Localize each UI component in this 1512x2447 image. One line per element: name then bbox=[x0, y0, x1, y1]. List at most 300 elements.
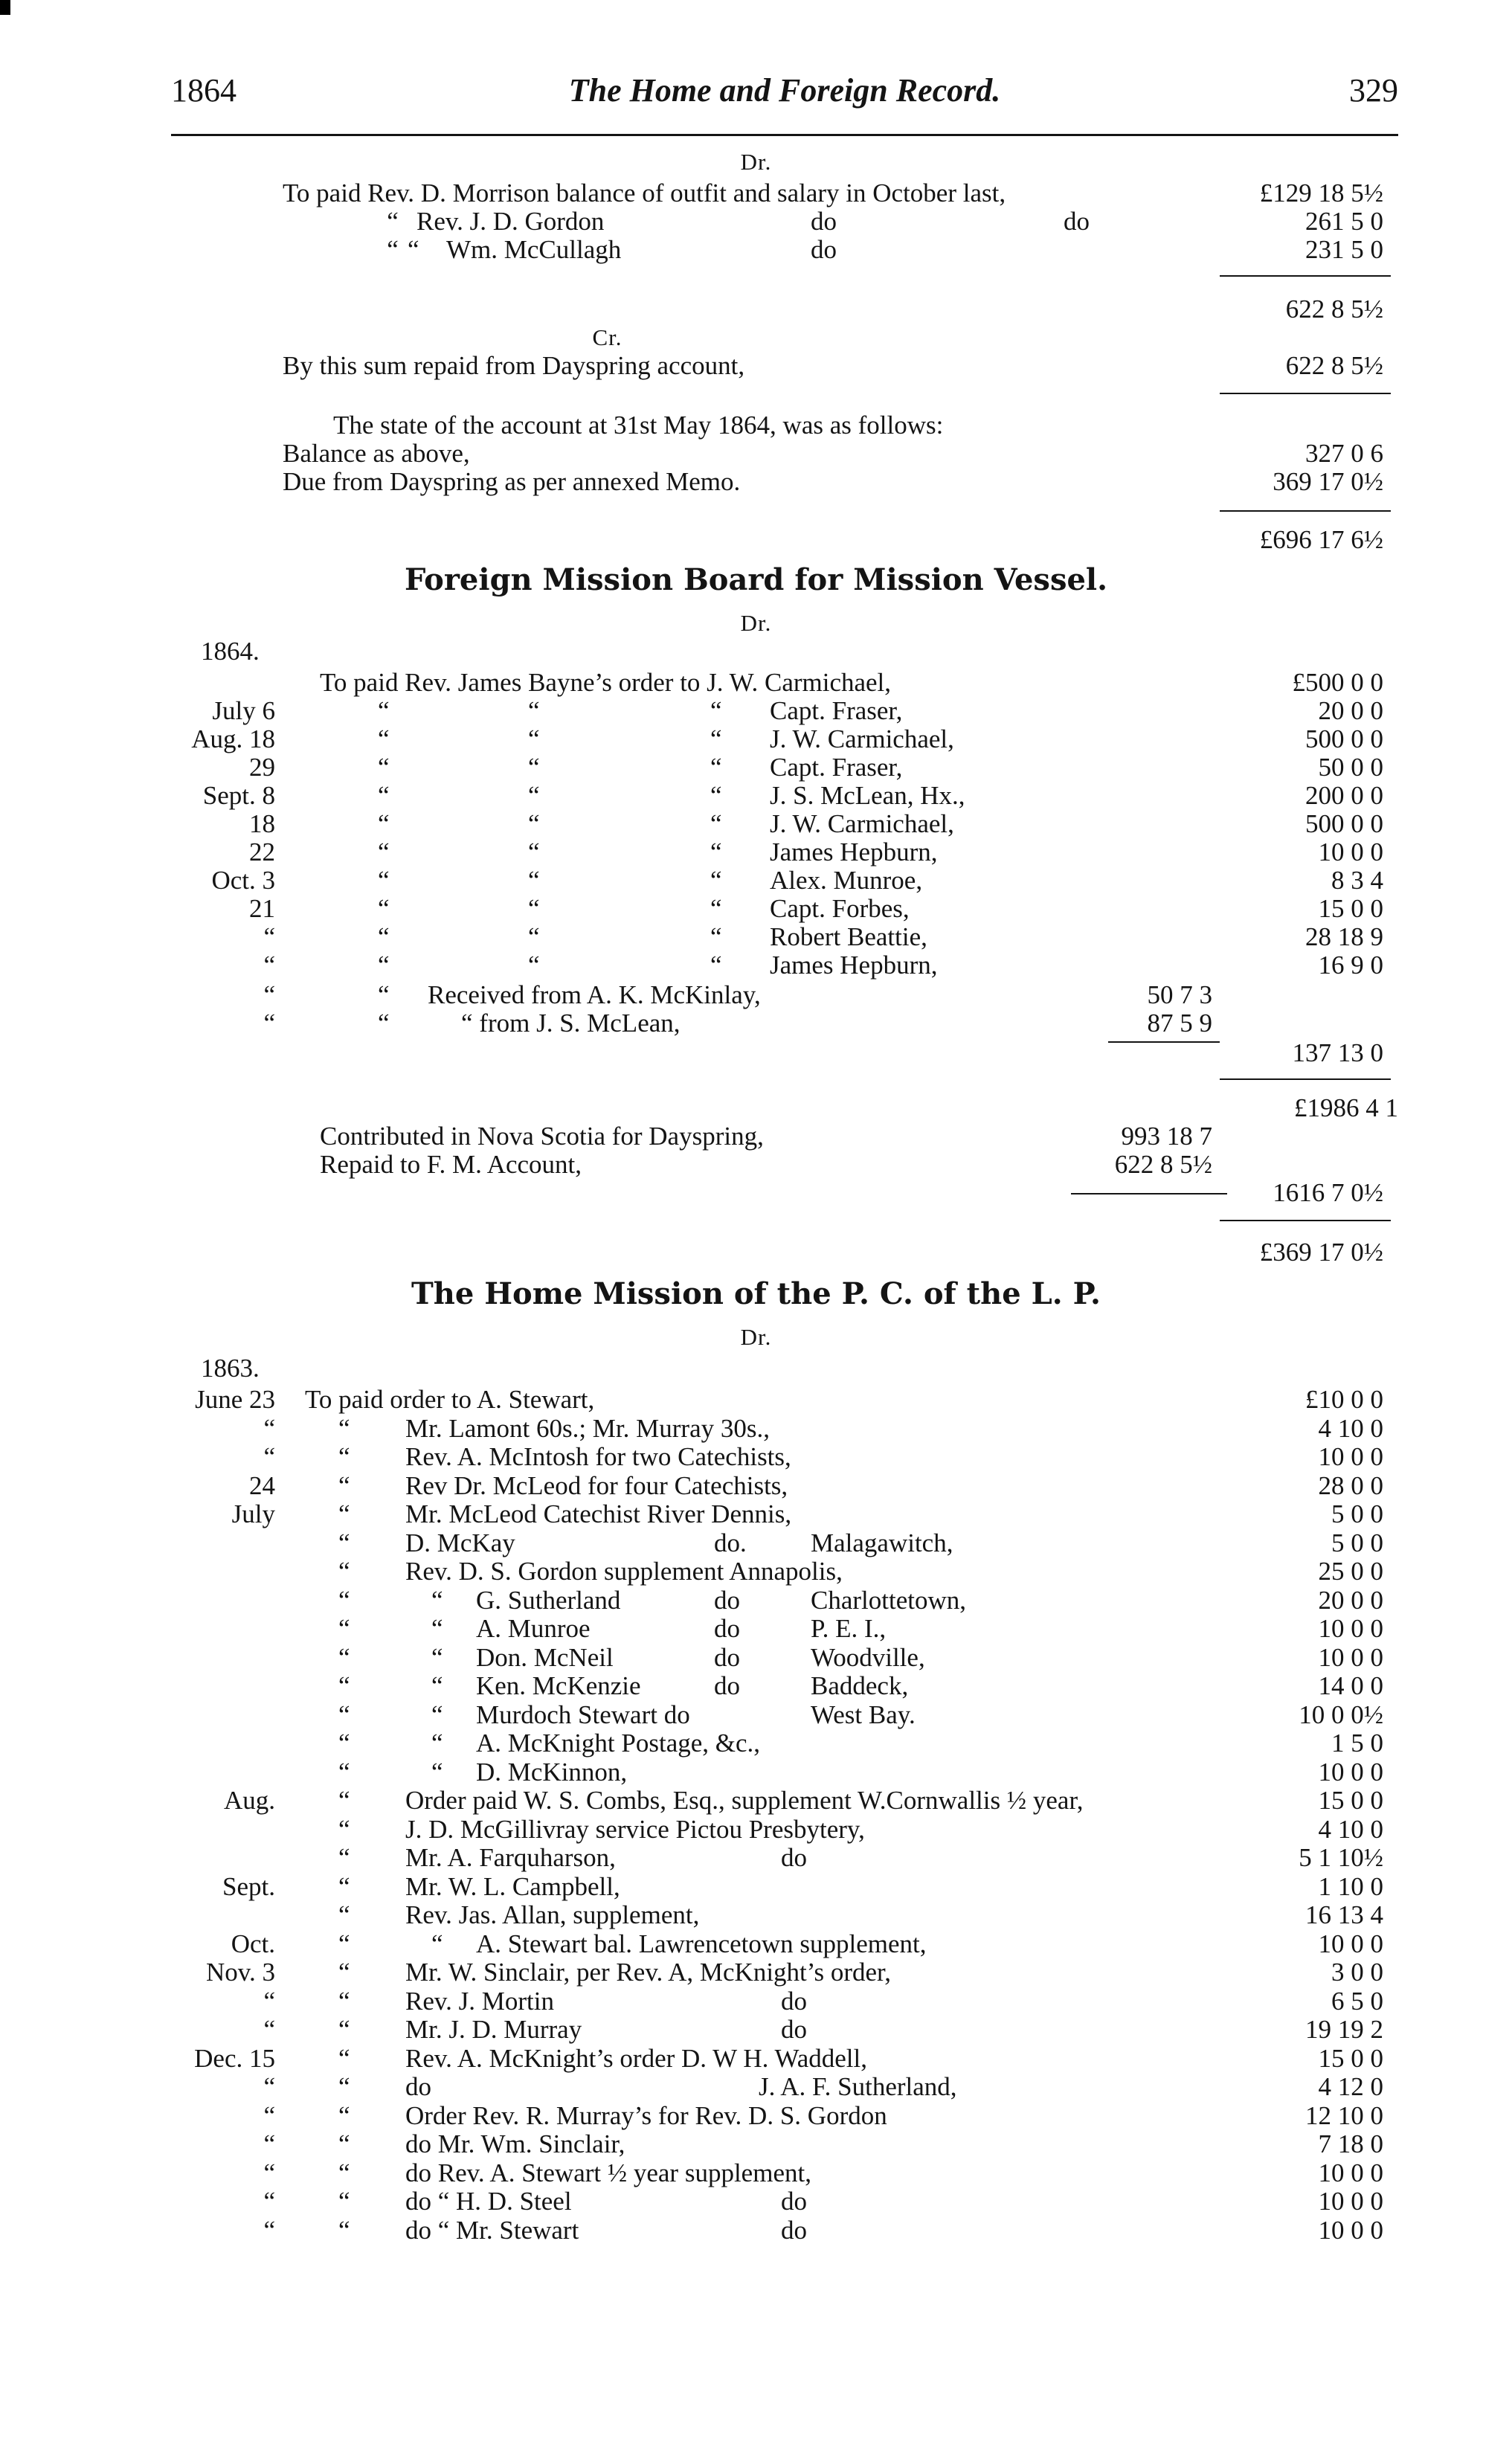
entry-date: “ bbox=[263, 1413, 275, 1443]
entry-amount: 231 5 0 bbox=[1305, 235, 1383, 264]
entry-place: Charlottetown, bbox=[811, 1585, 966, 1615]
entry-text: J. D. McGillivray service Pictou Presbytery, bbox=[405, 1814, 865, 1844]
entry-do: do bbox=[781, 1843, 807, 1872]
entry-amount: 5 0 0 bbox=[1331, 1499, 1383, 1528]
entry-amount: 28 0 0 bbox=[1318, 1470, 1383, 1500]
entry-subamount: 87 5 9 bbox=[1147, 1009, 1212, 1038]
ditto-mark: “ bbox=[528, 696, 540, 725]
ditto-mark: “ bbox=[338, 1557, 350, 1586]
year-label: 1863. bbox=[201, 1354, 260, 1383]
entry-text: Don. McNeil bbox=[476, 1642, 614, 1672]
entry-name: J. S. McLean, Hx., bbox=[770, 781, 965, 810]
ditto-mark: “ bbox=[338, 2187, 350, 2216]
ditto-mark: “ bbox=[710, 696, 722, 725]
header-title: The Home and Foreign Record. bbox=[568, 72, 1001, 109]
entry-name: J. W. Carmichael, bbox=[770, 809, 954, 838]
entry-text: G. Sutherland bbox=[476, 1585, 621, 1615]
section3-row bbox=[0, 1843, 1512, 1872]
section3-row bbox=[0, 2044, 1512, 2073]
section2-row bbox=[0, 866, 1512, 895]
header-rule bbox=[171, 134, 1398, 136]
ditto-mark: “ bbox=[338, 2158, 350, 2187]
section3-row bbox=[0, 1671, 1512, 1700]
entry-text: Mr. W. L. Campbell, bbox=[405, 1871, 620, 1901]
ditto-mark: “ bbox=[338, 2072, 350, 2101]
scan-corner-mark bbox=[0, 0, 10, 15]
entry-date: Oct. bbox=[231, 1929, 275, 1958]
ditto-mark: “ bbox=[710, 894, 722, 923]
entry-text: Mr. A. Farquharson, bbox=[405, 1843, 616, 1872]
entry-text: To paid Rev. D. Morrison balance of outfit and salary in October last, bbox=[283, 179, 1006, 208]
ditto-mark: “ bbox=[528, 753, 540, 782]
entry-name: Alex. Munroe, bbox=[770, 866, 923, 895]
section2-row bbox=[0, 724, 1512, 753]
entry-date: “ bbox=[263, 2072, 275, 2101]
ditto-mark: “ bbox=[710, 837, 722, 866]
entry-date: 22 bbox=[249, 837, 275, 866]
ditto-mark: “ bbox=[378, 781, 390, 810]
ditto-mark: “ bbox=[378, 866, 390, 895]
ditto-mark: “ bbox=[338, 1413, 350, 1443]
entry-do: do bbox=[781, 2187, 807, 2216]
entry-date: “ bbox=[263, 2015, 275, 2044]
entry-amount: 12 10 0 bbox=[1305, 2100, 1383, 2130]
section3-row bbox=[0, 1414, 1512, 1443]
contrib-row bbox=[0, 1150, 1512, 1179]
contrib-row bbox=[0, 1122, 1512, 1151]
entry-date: “ bbox=[263, 1442, 275, 1471]
header-year: 1864 bbox=[171, 72, 237, 109]
state-line bbox=[0, 439, 1512, 468]
entry-place: Woodville, bbox=[811, 1642, 925, 1672]
entry-date: Aug. 18 bbox=[191, 724, 275, 753]
entry-date: July 6 bbox=[212, 696, 275, 725]
entry-text: Rev Dr. McLeod for four Catechists, bbox=[405, 1470, 788, 1500]
entry-name: J. W. Carmichael, bbox=[770, 724, 954, 753]
section3-row bbox=[0, 1700, 1512, 1729]
total-amount: 622 8 5½ bbox=[1285, 295, 1383, 324]
total-amount: £1986 4 1 bbox=[1294, 1093, 1398, 1122]
entry-amount: 4 10 0 bbox=[1318, 1814, 1383, 1844]
sum-rule bbox=[1220, 393, 1391, 394]
section2-row bbox=[0, 809, 1512, 838]
entry-amount: 10 0 0½ bbox=[1299, 1700, 1383, 1729]
entry-text: Rev. Jas. Allan, supplement, bbox=[405, 1900, 700, 1929]
entry-amount: 15 0 0 bbox=[1318, 1786, 1383, 1815]
ditto-mark: “ bbox=[528, 724, 540, 753]
ditto-mark: “ bbox=[431, 1700, 443, 1729]
ditto-mark: “ bbox=[528, 922, 540, 951]
entry-amount: 10 0 0 bbox=[1318, 1929, 1383, 1958]
section3-row bbox=[0, 1499, 1512, 1528]
ditto-mark: “ bbox=[431, 1614, 443, 1643]
entry-date: Dec. 15 bbox=[194, 2043, 275, 2073]
entry-amount: 10 0 0 bbox=[1318, 1642, 1383, 1672]
ditto-mark: “ bbox=[378, 724, 390, 753]
section2-row bbox=[0, 951, 1512, 980]
entry-name: J. A. F. Sutherland, bbox=[759, 2072, 957, 2101]
section3-row bbox=[0, 1958, 1512, 1987]
entry-do: do bbox=[714, 1614, 740, 1643]
entry-amount: 261 5 0 bbox=[1305, 207, 1383, 236]
entry-date: Nov. 3 bbox=[205, 1958, 275, 1987]
entry-date: Aug. bbox=[223, 1786, 275, 1815]
entry-text: Wm. McCullagh bbox=[446, 235, 622, 264]
ditto-mark: “ bbox=[378, 980, 390, 1009]
ditto-mark: “ bbox=[338, 2100, 350, 2130]
ditto-mark: “ bbox=[710, 724, 722, 753]
entry-do: do bbox=[781, 2015, 807, 2044]
entry-date: Oct. 3 bbox=[211, 866, 275, 895]
entry-text: Rev. A. McIntosh for two Catechists, bbox=[405, 1442, 791, 1471]
header-page-number: 329 bbox=[1349, 72, 1398, 109]
entry-date: 24 bbox=[249, 1470, 275, 1500]
entry-do: do bbox=[714, 1585, 740, 1615]
section2-row bbox=[0, 668, 1512, 697]
entry-amount: 50 0 0 bbox=[1318, 753, 1383, 782]
section3-row bbox=[0, 1729, 1512, 1758]
entry-text: A. Munroe bbox=[476, 1614, 591, 1643]
entry-date: Sept. bbox=[222, 1871, 275, 1901]
entry-date: “ bbox=[263, 980, 275, 1009]
ditto-mark: “ bbox=[710, 781, 722, 810]
ditto-mark: “ bbox=[387, 207, 399, 236]
ditto-mark: “ bbox=[528, 894, 540, 923]
entry-amount: 6 5 0 bbox=[1331, 1986, 1383, 2016]
entry-amount: 369 17 0½ bbox=[1273, 467, 1383, 496]
ditto-mark: “ bbox=[710, 922, 722, 951]
entry-amount: 8 3 4 bbox=[1331, 866, 1383, 895]
entry-text: Balance as above, bbox=[283, 439, 470, 468]
entry-text: Mr. McLeod Catechist River Dennis, bbox=[405, 1499, 792, 1528]
entry-amount: 19 19 2 bbox=[1305, 2015, 1383, 2044]
entry-name: Capt. Fraser, bbox=[770, 696, 903, 725]
entry-amount: 5 0 0 bbox=[1331, 1528, 1383, 1557]
entry-amount: 4 12 0 bbox=[1318, 2072, 1383, 2101]
section1-row bbox=[0, 207, 1512, 236]
entry-text: To paid Rev. James Bayne’s order to J. W. Carmichael, bbox=[320, 668, 892, 697]
entry-date: 21 bbox=[249, 894, 275, 923]
entry-amount: 20 0 0 bbox=[1318, 1585, 1383, 1615]
ditto-mark: “ bbox=[338, 1900, 350, 1929]
ditto-mark: “ bbox=[338, 1814, 350, 1844]
entry-date: 29 bbox=[249, 753, 275, 782]
ditto-mark: “ bbox=[338, 1871, 350, 1901]
subtotal-amount: 1616 7 0½ bbox=[1273, 1178, 1383, 1207]
ditto-mark: “ bbox=[378, 696, 390, 725]
entry-amount: 25 0 0 bbox=[1318, 1557, 1383, 1586]
entry-date: “ bbox=[263, 2129, 275, 2158]
ditto-mark: “ bbox=[338, 1671, 350, 1700]
entry-text: Repaid to F. M. Account, bbox=[320, 1150, 582, 1179]
entry-amount: 4 10 0 bbox=[1318, 1413, 1383, 1443]
ditto-mark: “ bbox=[378, 922, 390, 951]
entry-do: do bbox=[811, 235, 837, 264]
section3-row bbox=[0, 1643, 1512, 1672]
entry-amount: 1 10 0 bbox=[1318, 1871, 1383, 1901]
entry-date: “ bbox=[263, 1009, 275, 1038]
ditto-mark: “ bbox=[431, 1671, 443, 1700]
entry-date: Sept. 8 bbox=[202, 781, 275, 810]
ditto-mark: “ bbox=[378, 753, 390, 782]
entry-text: Rev. J. D. Gordon bbox=[416, 207, 605, 236]
entry-text: Murdoch Stewart do bbox=[476, 1700, 690, 1729]
ditto-mark: “ bbox=[338, 2043, 350, 2073]
ditto-mark: “ bbox=[528, 837, 540, 866]
section3-row bbox=[0, 1528, 1512, 1557]
section3-row bbox=[0, 1385, 1512, 1414]
entry-amount: 10 0 0 bbox=[1318, 2187, 1383, 2216]
section3-row bbox=[0, 1929, 1512, 1958]
entry-do: do bbox=[714, 1671, 740, 1700]
ditto-mark: “ bbox=[378, 951, 390, 980]
section3-row bbox=[0, 2101, 1512, 2130]
section3-row bbox=[0, 2187, 1512, 2216]
entry-place: Malagawitch, bbox=[811, 1528, 953, 1557]
section3-row bbox=[0, 1442, 1512, 1471]
entry-place: West Bay. bbox=[811, 1700, 916, 1729]
entry-amount: 10 0 0 bbox=[1318, 837, 1383, 866]
entry-amount: 1 5 0 bbox=[1331, 1729, 1383, 1758]
ditto-mark: “ bbox=[338, 2129, 350, 2158]
entry-date: “ bbox=[263, 2100, 275, 2130]
ditto-mark: “ bbox=[338, 1442, 350, 1471]
section1-row bbox=[0, 235, 1512, 264]
entry-amount: 7 18 0 bbox=[1318, 2129, 1383, 2158]
entry-text: Contributed in Nova Scotia for Dayspring, bbox=[320, 1122, 764, 1151]
entry-do: do bbox=[714, 1642, 740, 1672]
ditto-mark: “ bbox=[528, 809, 540, 838]
entry-text: Mr. Lamont 60s.; Mr. Murray 30s., bbox=[405, 1413, 770, 1443]
entry-amount: 10 0 0 bbox=[1318, 1442, 1383, 1471]
entry-amount: 500 0 0 bbox=[1305, 809, 1383, 838]
ditto-mark: “ bbox=[338, 1470, 350, 1500]
ditto-mark: “ bbox=[338, 1528, 350, 1557]
entry-text: Mr. W. Sinclair, per Rev. A, McKnight’s order, bbox=[405, 1958, 892, 1987]
section1-dr-label: Dr. bbox=[740, 149, 772, 175]
entry-text: Rev. A. McKnight’s order D. W H. Waddell, bbox=[405, 2043, 867, 2073]
entry-text: To paid order to A. Stewart, bbox=[305, 1385, 595, 1414]
sum-rule bbox=[1220, 510, 1391, 512]
section3-row bbox=[0, 1987, 1512, 2016]
ditto-mark: “ bbox=[338, 1585, 350, 1615]
entry-text: A. Stewart bal. Lawrencetown supplement, bbox=[476, 1929, 927, 1958]
entry-text: do Mr. Wm. Sinclair, bbox=[405, 2129, 625, 2158]
entry-amount: 10 0 0 bbox=[1318, 2215, 1383, 2245]
section3-row bbox=[0, 1758, 1512, 1787]
section1-cr-row bbox=[0, 351, 1512, 380]
entry-do: do bbox=[781, 1986, 807, 2016]
entry-place: Baddeck, bbox=[811, 1671, 909, 1700]
entry-name: Capt. Forbes, bbox=[770, 894, 910, 923]
ditto-mark: “ bbox=[431, 1729, 443, 1758]
entry-amount: 200 0 0 bbox=[1305, 781, 1383, 810]
ditto-mark: “ bbox=[528, 951, 540, 980]
ditto-mark: “ bbox=[338, 1700, 350, 1729]
section3-row bbox=[0, 1471, 1512, 1500]
ditto-mark: “ bbox=[338, 2015, 350, 2044]
entry-name: James Hepburn, bbox=[770, 837, 938, 866]
entry-name: Capt. Fraser, bbox=[770, 753, 903, 782]
entry-amount: 327 0 6 bbox=[1305, 439, 1383, 468]
section2-year bbox=[0, 637, 1512, 666]
ditto-mark: “ bbox=[378, 809, 390, 838]
ditto-mark: “ bbox=[408, 235, 419, 264]
entry-date: June 23 bbox=[195, 1385, 275, 1414]
entry-do: do bbox=[1064, 207, 1090, 236]
ditto-mark: “ bbox=[338, 1614, 350, 1643]
entry-date: “ bbox=[263, 951, 275, 980]
received-total bbox=[0, 1038, 1512, 1067]
entry-amount: £10 0 0 bbox=[1305, 1385, 1383, 1414]
entry-subamount: 622 8 5½ bbox=[1114, 1150, 1212, 1179]
contrib-total bbox=[0, 1178, 1512, 1207]
entry-text: do “ Mr. Stewart bbox=[405, 2215, 579, 2245]
ditto-mark: “ bbox=[710, 866, 722, 895]
sum-rule bbox=[1220, 275, 1391, 277]
entry-amount: £500 0 0 bbox=[1292, 668, 1383, 697]
entry-amount: 14 0 0 bbox=[1318, 1671, 1383, 1700]
section2-row bbox=[0, 837, 1512, 866]
ditto-mark: “ bbox=[338, 1729, 350, 1758]
section3-row bbox=[0, 1786, 1512, 1815]
ditto-mark: “ bbox=[431, 1642, 443, 1672]
year-label: 1864. bbox=[201, 637, 260, 666]
ditto-mark: “ bbox=[710, 753, 722, 782]
entry-text: do bbox=[405, 2072, 431, 2101]
entry-text: By this sum repaid from Dayspring account, bbox=[283, 351, 745, 380]
section2-balance bbox=[0, 1238, 1512, 1267]
entry-amount: 28 18 9 bbox=[1305, 922, 1383, 951]
section2-dr-label: Dr. bbox=[740, 610, 772, 636]
entry-text: Ken. McKenzie bbox=[476, 1671, 641, 1700]
entry-amount: 3 0 0 bbox=[1331, 1958, 1383, 1987]
section3-year bbox=[0, 1354, 1512, 1383]
entry-amount: 16 9 0 bbox=[1318, 951, 1383, 980]
ditto-mark: “ bbox=[431, 1585, 443, 1615]
total-amount: £696 17 6½ bbox=[1259, 525, 1383, 554]
entry-name: James Hepburn, bbox=[770, 951, 938, 980]
ditto-mark: “ bbox=[710, 951, 722, 980]
entry-text: Order Rev. R. Murray’s for Rev. D. S. Gordon bbox=[405, 2100, 887, 2130]
state-line bbox=[0, 467, 1512, 496]
entry-text: do “ H. D. Steel bbox=[405, 2187, 572, 2216]
ditto-mark: “ bbox=[338, 2215, 350, 2245]
entry-name: Robert Beattie, bbox=[770, 922, 927, 951]
entry-do: do bbox=[811, 207, 837, 236]
entry-date: “ bbox=[263, 1986, 275, 2016]
section2-row bbox=[0, 922, 1512, 951]
entry-amount: 10 0 0 bbox=[1318, 1614, 1383, 1643]
entry-text: Due from Dayspring as per annexed Memo. bbox=[283, 467, 741, 496]
entry-date: “ bbox=[263, 2158, 275, 2187]
ditto-mark: “ bbox=[338, 1642, 350, 1672]
ditto-mark: “ bbox=[431, 1929, 443, 1958]
section1-row bbox=[0, 179, 1512, 208]
section3-row bbox=[0, 2158, 1512, 2187]
section3-dr-label: Dr. bbox=[740, 1324, 772, 1350]
section3-row bbox=[0, 1872, 1512, 1901]
entry-date: July bbox=[231, 1499, 275, 1528]
entry-text: D. McKinnon, bbox=[476, 1757, 628, 1787]
section3-row bbox=[0, 2015, 1512, 2044]
ditto-mark: “ bbox=[378, 837, 390, 866]
page-header bbox=[171, 72, 1398, 117]
section3-title: The Home Mission of the P. C. of the L. P. bbox=[411, 1276, 1101, 1311]
ditto-mark: “ bbox=[387, 235, 399, 264]
ditto-mark: “ bbox=[378, 1009, 390, 1038]
entry-date: 18 bbox=[249, 809, 275, 838]
entry-text: “ from J. S. McLean, bbox=[461, 1009, 681, 1038]
ditto-mark: “ bbox=[338, 1929, 350, 1958]
section3-row bbox=[0, 2072, 1512, 2101]
received-row bbox=[0, 1009, 1512, 1038]
entry-text: D. McKay bbox=[405, 1528, 515, 1557]
entry-date: “ bbox=[263, 922, 275, 951]
section3-row bbox=[0, 2129, 1512, 2158]
entry-amount: 500 0 0 bbox=[1305, 724, 1383, 753]
entry-date: “ bbox=[263, 2215, 275, 2245]
total-amount: £369 17 0½ bbox=[1259, 1238, 1383, 1267]
ditto-mark: “ bbox=[338, 1786, 350, 1815]
ditto-mark: “ bbox=[710, 809, 722, 838]
entry-amount: 15 0 0 bbox=[1318, 2043, 1383, 2073]
ditto-mark: “ bbox=[378, 894, 390, 923]
section3-row bbox=[0, 1586, 1512, 1615]
entry-amount: 20 0 0 bbox=[1318, 696, 1383, 725]
section2-total bbox=[0, 1093, 1512, 1122]
section2-row bbox=[0, 894, 1512, 923]
entry-text: Mr. J. D. Murray bbox=[405, 2015, 582, 2044]
entry-text: Rev. D. S. Gordon supplement Annapolis, bbox=[405, 1557, 843, 1586]
sum-rule bbox=[1220, 1078, 1391, 1080]
section3-row bbox=[0, 1900, 1512, 1929]
section3-row bbox=[0, 1614, 1512, 1643]
entry-amount: 5 1 10½ bbox=[1299, 1843, 1383, 1872]
state-line bbox=[0, 411, 1512, 440]
section1-grand-total bbox=[0, 525, 1512, 554]
entry-text: Received from A. K. McKinlay, bbox=[428, 980, 761, 1009]
ditto-mark: “ bbox=[338, 1499, 350, 1528]
ditto-mark: “ bbox=[338, 1843, 350, 1872]
section1-cr-label: Cr. bbox=[592, 324, 623, 350]
section1-total bbox=[0, 295, 1512, 324]
section2-row bbox=[0, 781, 1512, 810]
entry-amount: 15 0 0 bbox=[1318, 894, 1383, 923]
entry-amount: 16 13 4 bbox=[1305, 1900, 1383, 1929]
entry-do: do bbox=[781, 2215, 807, 2245]
entry-text: Order paid W. S. Combs, Esq., supplement W.Cornwallis ½ year, bbox=[405, 1786, 1084, 1815]
entry-amount: 10 0 0 bbox=[1318, 1757, 1383, 1787]
entry-subamount: 50 7 3 bbox=[1147, 980, 1212, 1009]
entry-amount: 10 0 0 bbox=[1318, 2158, 1383, 2187]
entry-text: A. McKnight Postage, &c., bbox=[476, 1729, 761, 1758]
ditto-mark: “ bbox=[431, 1757, 443, 1787]
ditto-mark: “ bbox=[338, 1757, 350, 1787]
entry-date: “ bbox=[263, 2187, 275, 2216]
entry-subamount: 993 18 7 bbox=[1121, 1122, 1212, 1151]
entry-text: Rev. J. Mortin bbox=[405, 1986, 554, 2016]
entry-text: do Rev. A. Stewart ½ year supplement, bbox=[405, 2158, 811, 2187]
section3-row bbox=[0, 2216, 1512, 2245]
received-row bbox=[0, 980, 1512, 1009]
section2-row bbox=[0, 696, 1512, 725]
subtotal-amount: 137 13 0 bbox=[1292, 1038, 1383, 1067]
entry-do: do. bbox=[714, 1528, 747, 1557]
ditto-mark: “ bbox=[528, 866, 540, 895]
entry-place: P. E. I., bbox=[811, 1614, 887, 1643]
ditto-mark: “ bbox=[528, 781, 540, 810]
